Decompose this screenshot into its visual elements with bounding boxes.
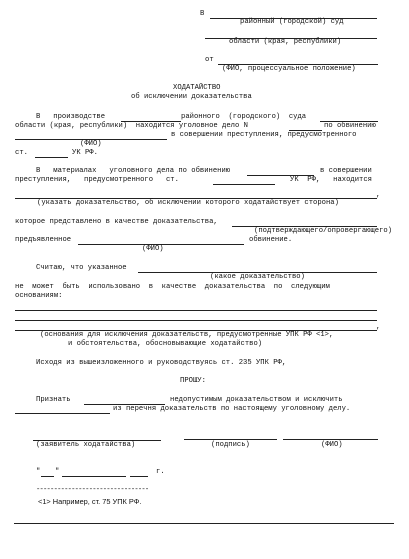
p2-line1-a: В материалах уголовного дела по обвинению [36,167,231,175]
p1-article-blank [35,157,68,158]
from-subscript: (ФИО, процессуальное положение) [222,65,356,73]
court-type: районный (городской) суд [240,18,344,26]
p5-line1-a: Признать [36,396,71,404]
fio-subscript: (ФИО) [321,441,343,449]
p3-grounds-subscript1: (основания для исключения доказательств, предусмотренные УПК РФ <1>, [40,331,334,339]
p3-grounds-line2 [15,320,377,321]
p2-evidence-subscript: (указать доказательство, об исключении которого ходатайствует сторона) [37,199,339,207]
p5-line2: из перечня доказательств по настоящему уголовному делу. [113,405,351,413]
p2-article-blank [213,184,275,185]
p1-line3: в совершении преступления, предусмотренного [171,131,357,139]
applicant-subscript: (заявитель ходатайства) [36,441,136,449]
page-bottom-rule [14,523,394,524]
p3-line1: Считаю, что указанное [36,264,127,272]
date-month-blank [62,476,126,477]
p4-line: Исходя из вышеизложенного и руководствуясь ст. 235 УПК РФ, [36,359,287,367]
region-type: области (края, республики) [229,38,342,46]
signature-subscript: (подпись) [211,441,250,449]
p2-type-subscript: (подтверждающего/опровергающего) [254,227,393,235]
p1-line4-b: УК РФ. [72,149,98,157]
footnote-text: <1> Например, ст. 75 УПК РФ. [38,497,142,506]
date-open-quote: " [36,468,41,476]
header-from: от [205,56,214,64]
footnote-separator: -------------------------------- [36,486,149,494]
fio-line [283,439,378,440]
p3-line2: не может быть использовано в качестве доказательства по следующим [15,283,330,291]
date-day-blank [41,476,54,477]
date-year-label: г. [156,468,165,476]
signature-line [184,439,277,440]
p2-line5-b: обвинение. [249,236,293,244]
p2-line5-a: предъявленное [15,236,72,244]
date-year-blank [130,476,148,477]
p2-fio-subscript: (ФИО) [142,245,164,253]
p2-line4: которое представлено в качестве доказательства, [15,218,218,226]
p1-line2-a: области (края, республики) находится уголовное дело N [15,122,248,130]
p3-line3: основаниям: [15,292,63,300]
p1-line2-b: по обвинению [324,122,376,130]
p1-fio-subscript: (ФИО) [80,140,102,148]
document-title: ХОДАТАЙСТВО [173,84,221,92]
p1-line1-a: В производстве [36,113,106,121]
request-heading: ПРОШУ: [180,377,206,385]
p5-line1-b: недопустимым доказательством и исключить [170,396,343,404]
p1-line4-a: ст. [15,149,28,157]
p3-grounds-subscript2: и обстоятельства, обосновывающие ходатайство) [68,340,263,348]
p5-evidence-blank2 [15,413,110,414]
p2-line2-a: преступления, предусмотренного ст. [15,176,179,184]
p2-line1-b: в совершении [320,167,372,175]
p3-evidence-subscript: (какое доказательство) [210,273,305,281]
p3-grounds-comma: , [376,323,381,331]
document-subtitle: об исключении доказательства [131,93,252,101]
p2-evidence-comma: , [376,191,381,199]
p2-line2-b: УК РФ, находится [290,176,372,184]
p3-grounds-line1 [15,310,377,311]
p1-line1-b: районного (городского) суда [181,113,307,121]
header-to: В [200,10,205,18]
date-close-quote: " [55,468,60,476]
